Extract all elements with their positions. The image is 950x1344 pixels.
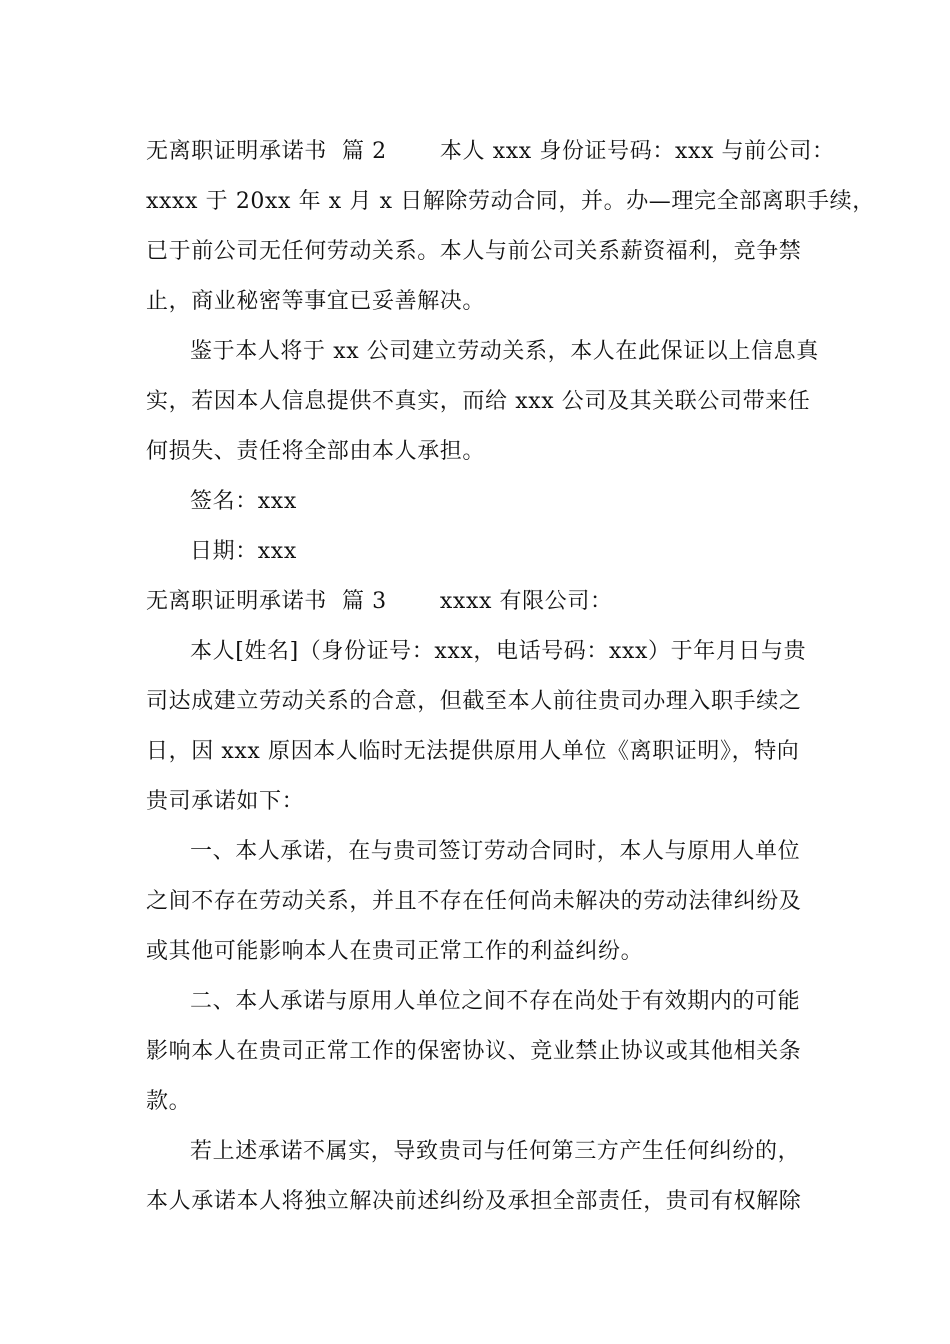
text-line: 司达成建立劳动关系的合意，但截至本人前往贵司办理入职手续之 — [146, 689, 802, 714]
text-line: 影响本人在贵司正常工作的保密协议、竞业禁止协议或其他相关条 — [146, 1039, 802, 1064]
text-line: 无离职证明承诺书 篇 2 本人 xxx 身份证号码：xxx 与前公司： — [146, 139, 835, 164]
text-line: 止，商业秘密等事宜已妥善解决。 — [146, 289, 486, 314]
date-line: 日期：xxx — [190, 539, 297, 564]
text-line: 或其他可能影响本人在贵司正常工作的利益纠纷。 — [146, 939, 644, 964]
text-line: 一、本人承诺，在与贵司签订劳动合同时，本人与原用人单位 — [190, 839, 801, 864]
text-line: 日，因 xxx 原因本人临时无法提供原用人单位《离职证明》，特向 — [146, 739, 800, 764]
text-line: 贵司承诺如下： — [146, 789, 305, 814]
text-line: 之间不存在劳动关系，并且不存在任何尚未解决的劳动法律纠纷及 — [146, 889, 802, 914]
text-line: 实，若因本人信息提供不真实，而给 xxx 公司及其关联公司带来任 — [146, 389, 811, 414]
text-line: 本人[姓名]（身份证号：xxx，电话号码：xxx）于年月日与贵 — [190, 639, 807, 664]
text-line: 本人承诺本人将独立解决前述纠纷及承担全部责任，贵司有权解除 — [146, 1189, 802, 1214]
text-line: 二、本人承诺与原用人单位之间不存在尚处于有效期内的可能 — [190, 989, 801, 1014]
section-heading: 无离职证明承诺书 篇 3 xxxx 有限公司： — [146, 589, 613, 614]
text-line: xxxx 于 20xx 年 x 月 x 日解除劳动合同，并。办—理完全部离职手续， — [146, 189, 875, 214]
text-line: 何损失、责任将全部由本人承担。 — [146, 439, 486, 464]
text-line: 款。 — [146, 1089, 192, 1114]
signature-line: 签名：xxx — [190, 489, 297, 514]
text-line: 若上述承诺不属实，导致贵司与任何第三方产生任何纠纷的， — [190, 1139, 801, 1164]
text-line: 鉴于本人将于 xx 公司建立劳动关系，本人在此保证以上信息真 — [190, 339, 819, 364]
text-line: 已于前公司无任何劳动关系。本人与前公司关系薪资福利，竞争禁 — [146, 239, 802, 264]
